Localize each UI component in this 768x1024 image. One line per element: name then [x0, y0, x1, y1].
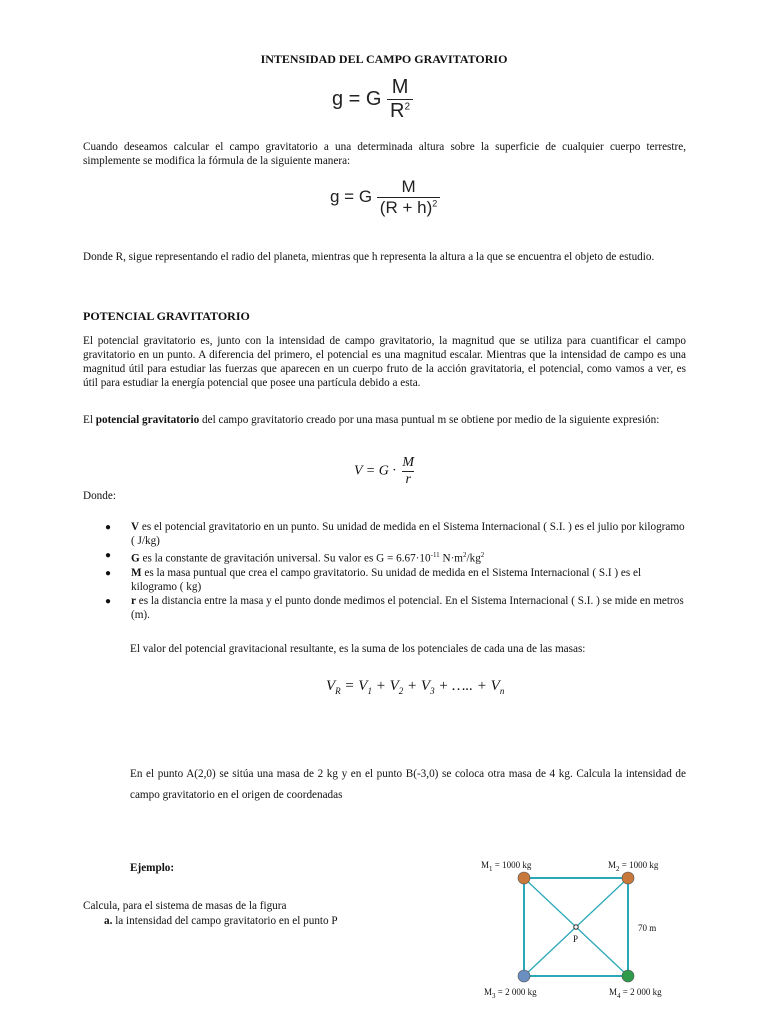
formula-denominator: [387, 99, 413, 123]
formula2-numerator: M: [401, 177, 416, 196]
section-title-potencial: POTENCIAL GRAVITATORIO: [83, 309, 250, 323]
bullet-text: N·m: [439, 552, 463, 565]
formula4-subscript: 2: [398, 686, 404, 696]
bullet-sup: 2: [463, 551, 467, 559]
mass-symbol: M: [481, 860, 490, 870]
bullet-text: /kg: [466, 552, 481, 565]
mass-value: = 1000 kg: [619, 860, 659, 870]
para2-post: del campo gravitatorio creado por una masa puntual m se obtiene por medio de la siguiente expresión:: [199, 414, 660, 426]
formula-den-base: R: [390, 100, 405, 122]
example-line: Calcula, para el sistema de masas de la figura: [83, 900, 287, 912]
formula-lhs: g =: [332, 87, 361, 110]
mass-value: = 1000 kg: [492, 860, 532, 870]
bullet-text: es la distancia entre la masa y el punto donde medimos el potencial. En el Sistema Internacional ( S.I. ) se mide en metros (m).: [131, 595, 684, 621]
formula4-subscript: 1: [367, 686, 372, 696]
formula-gravity-field: [332, 76, 413, 123]
formula2-den-exp: 2: [432, 198, 438, 209]
formula3-numerator: M: [402, 455, 415, 470]
paragraph-potencial-suma: El valor del potencial gravitacional resultante, es la suma de los potenciales de cada una de las masas:: [130, 643, 586, 655]
mass-subscript: 2: [616, 864, 620, 873]
mass-sphere-m1: [518, 872, 530, 884]
formula2-den-base: (R + h): [379, 198, 433, 217]
formula-gravity-height: [330, 177, 440, 218]
formula4-subscript: 3: [430, 686, 435, 696]
mass-square-diagram: [510, 868, 640, 988]
mass-symbol: M: [484, 987, 493, 997]
mass-sphere-m2: [622, 872, 634, 884]
example-item-a: [104, 915, 338, 927]
mass-value: = 2 000 kg: [620, 987, 662, 997]
mass-symbol: M: [608, 860, 617, 870]
bullet-item-r: [83, 595, 686, 622]
formula3-denominator: r: [402, 471, 413, 488]
bullet-term: M: [131, 567, 142, 580]
formula2-denominator: [377, 197, 440, 218]
mass-sphere-m4: [622, 970, 634, 982]
formula-numerator: M: [391, 76, 409, 98]
formula4-subscript: n: [499, 686, 505, 696]
bullet-item-v: [83, 521, 686, 548]
formula-g-constant: G: [365, 87, 382, 110]
bullet-sup: -11: [430, 551, 440, 559]
bullet-dot: ●: [105, 550, 112, 561]
bullet-dot: ●: [105, 522, 112, 533]
point-p-label: P: [573, 934, 579, 944]
bullet-list: [83, 521, 686, 623]
bullet-dot: ●: [105, 568, 112, 580]
bullet-text: es la constante de gravitación universal. Su valor es G = 6.67·10: [139, 552, 431, 565]
paragraph-altura: Cuando deseamos calcular el campo gravitatorio a una determinada altura sobre la superficie de cualquier cuerpo terrestre, simplemente se modifica la fórmula de la siguiente manera:: [83, 141, 686, 167]
mass-symbol: M: [609, 987, 618, 997]
section-title-intensidad: INTENSIDAD DEL CAMPO GRAVITATORIO: [260, 52, 508, 66]
bullet-term: G: [131, 552, 140, 565]
example-title: Ejemplo:: [130, 862, 175, 874]
example-item-label: a.: [104, 915, 113, 927]
donde-label: Donde:: [83, 490, 116, 502]
formula4-subscript: R: [335, 686, 341, 696]
bullet-text: es el potencial gravitatorio en un punto. Su unidad de medida en el Sistema Internacional ( S.I. ) es el julio por kilogramo ( J/kg): [131, 521, 685, 547]
formula4-text: $V_R = V_1 + V_2 + V_3$ + ….. + $V_n$: [326, 678, 505, 696]
paragraph-potencial-def: [83, 413, 686, 427]
formula2-lhs: g = G: [330, 186, 373, 206]
bullet-term: V: [131, 521, 140, 533]
formula-potential: [354, 455, 417, 488]
para2-bold: potencial gravitatorio: [95, 414, 200, 426]
mass-value: = 2 000 kg: [495, 987, 537, 997]
formula3-lhs: V = G ·: [354, 463, 396, 479]
bullet-text: es la masa puntual que crea el campo gravitatorio. Su unidad de medida en el Sistema Internacional ( S.I ) es el kilogramo ( kg): [131, 567, 642, 593]
paragraph-donde-r: Donde R, sigue representando el radio del planeta, mientras que h representa la altura a la que se encuentra el objeto de estudio.: [83, 251, 655, 263]
example-item-text: la intensidad del campo gravitatorio en el punto P: [112, 915, 338, 927]
mass-subscript: 1: [489, 864, 493, 873]
mass-subscript: 4: [617, 991, 621, 1000]
mass-label-m4: [609, 987, 662, 1000]
paragraph-potencial-intro: El potencial gravitatorio es, junto con la intensidad de campo gravitatorio, la magnitud que se utiliza para cuantificar el campo gravitatorio en un punto. A diferencia del primero, el potencial es una magnitud escalar. Mientras que la intensidad de campo es una magnitud útil para estudiar las fuerzas que aparecen en un cuerpo fruto de la acción gravitatoria, el potencial, como vamos a ver, es útil para estudiar la energía potencial que posee una partícula debido a esta.: [83, 335, 686, 389]
mass-label-m3: [484, 987, 537, 1000]
mass-sphere-m3: [518, 970, 530, 982]
bullet-dot: ●: [105, 596, 112, 608]
paragraph-problema: En el punto A(2,0) se sitúa una masa de 2 kg y en el punto B(-3,0) se coloca otra masa de 4 kg. Calcula la intensidad de campo gravitatorio en el origen de coordenadas: [130, 768, 686, 801]
bullet-term: r: [131, 595, 136, 608]
para2-pre: El: [83, 414, 96, 426]
formula-potential-sum: [326, 678, 504, 696]
bullet-item-g: [83, 549, 686, 566]
bullet-sup: 2: [480, 551, 485, 559]
side-length-label: 70 m: [638, 923, 657, 933]
point-p-marker: [574, 925, 578, 929]
mass-subscript: 3: [492, 991, 496, 1000]
bullet-item-m: [83, 567, 686, 594]
formula-den-exp: 2: [404, 101, 411, 113]
